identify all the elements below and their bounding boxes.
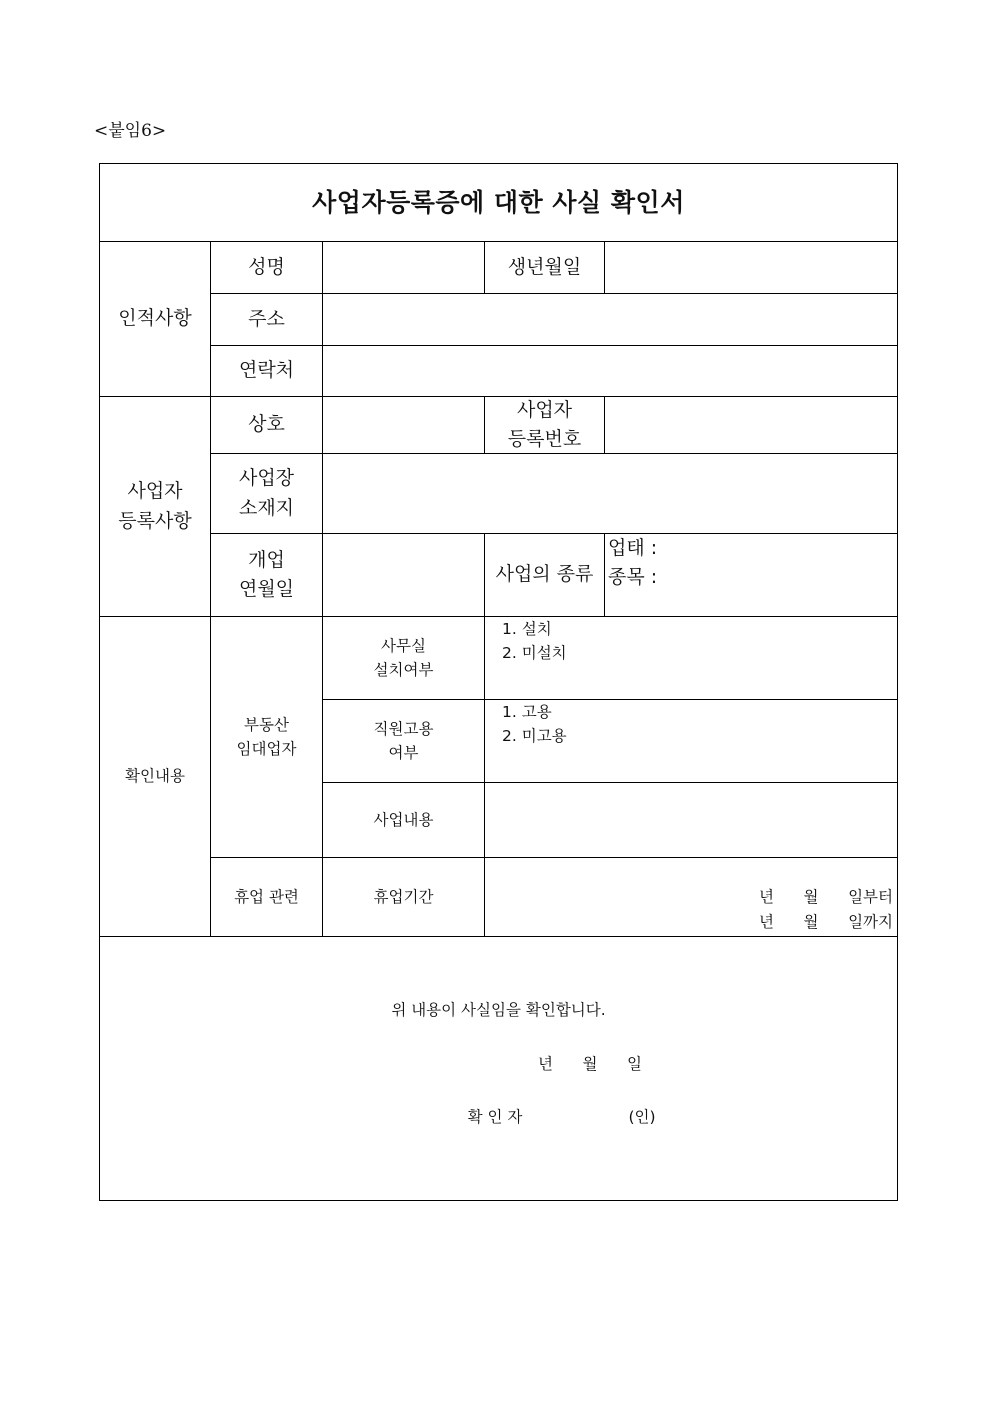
business-section-line2: 등록사항 — [118, 509, 192, 532]
open-date-label — [211, 534, 322, 616]
trade-name-label: 상호 — [248, 413, 285, 436]
open-date-field[interactable] — [323, 534, 484, 616]
employ-line2: 여부 — [388, 744, 419, 762]
trade-name-field[interactable] — [323, 397, 484, 453]
business-kind-field[interactable] — [608, 534, 897, 616]
name-label: 성명 — [248, 255, 285, 278]
open-date-line1: 개업 — [248, 548, 285, 571]
closure-period-from: 년 월 일부터 — [759, 887, 893, 906]
address-field[interactable] — [323, 294, 897, 345]
business-kind-label: 사업의 종류 — [495, 563, 594, 586]
business-type-label: 업태 : — [608, 537, 658, 559]
closure-period-label: 휴업기간 — [373, 887, 434, 906]
office-line2: 설치여부 — [373, 661, 434, 679]
closure-period-field[interactable] — [485, 858, 893, 936]
open-date-line2: 연월일 — [238, 578, 295, 600]
birth-field[interactable] — [605, 242, 897, 293]
office-options[interactable] — [502, 617, 897, 699]
realestate-line2: 임대업자 — [236, 740, 297, 758]
business-section-label — [100, 397, 210, 616]
business-section-line1: 사업자 — [127, 480, 183, 503]
birth-label: 생년월일 — [507, 255, 582, 278]
location-field[interactable] — [323, 454, 897, 533]
confirmation-statement: 위 내용이 사실임을 확인합니다. — [391, 1000, 606, 1019]
employ-option-yes[interactable]: 1. 고용 — [502, 703, 552, 721]
address-label: 주소 — [248, 307, 285, 330]
confirmation-date: 년 월 일 — [537, 1054, 643, 1073]
closure-label: 휴업 관련 — [234, 887, 299, 906]
employ-options[interactable] — [502, 700, 897, 782]
employ-label — [323, 700, 484, 782]
location-label — [211, 454, 322, 533]
reg-no-line1: 사업자 — [516, 398, 573, 421]
personal-section-label: 인적사항 — [118, 307, 192, 330]
contact-field[interactable] — [323, 346, 897, 396]
office-option-not-installed[interactable]: 2. 미설치 — [502, 644, 567, 663]
form-title: 사업자등록증에 대한 사실 확인서 — [312, 187, 685, 217]
contact-label: 연락처 — [238, 359, 295, 382]
attachment-label: <붙임6> — [94, 121, 167, 141]
location-line2: 소재지 — [238, 496, 295, 519]
divider — [604, 533, 605, 616]
business-content-label: 사업내용 — [373, 810, 434, 829]
realestate-label — [211, 617, 322, 857]
office-line1: 사무실 — [381, 636, 426, 655]
office-option-installed[interactable]: 1. 설치 — [502, 620, 552, 638]
confirmer-label: 확 인 자 — [467, 1107, 523, 1126]
seal-mark: (인) — [628, 1107, 656, 1126]
closure-period-to: 년 월 일까지 — [759, 913, 893, 932]
location-line1: 사업장 — [238, 467, 295, 490]
business-content-field[interactable] — [485, 783, 897, 857]
divider — [100, 936, 897, 937]
reg-no-field[interactable] — [605, 397, 897, 453]
employ-line1: 직원고용 — [373, 719, 434, 738]
realestate-line1: 부동산 — [244, 715, 289, 734]
reg-no-label — [485, 397, 604, 453]
employ-option-no[interactable]: 2. 미고용 — [502, 727, 567, 746]
office-label — [323, 617, 484, 699]
confirm-section-label: 확인내용 — [125, 767, 185, 786]
reg-no-line2: 등록번호 — [507, 428, 582, 450]
confirmation-form — [99, 163, 898, 1201]
business-item-label: 종목 : — [608, 566, 658, 589]
name-field[interactable] — [323, 242, 484, 293]
